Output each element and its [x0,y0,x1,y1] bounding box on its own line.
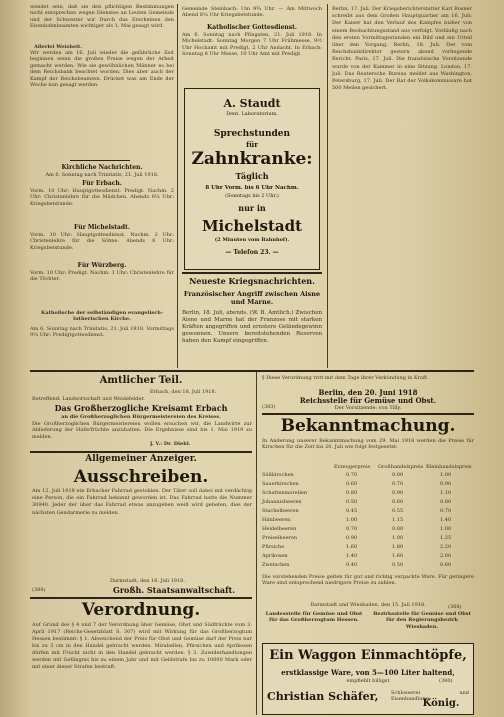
einmachtoepfe-advertisement [262,643,474,715]
ad-town: Michelstadt [201,217,303,235]
col2-text: Am 6. Sonntag nach Pfingsten, 21. Juli 1918. In Michelstadt: Sonntag Morgen 7 Uhr Frühmesse, 9½ Uhr Hochamt mit Predigt, 2 Uhr Andacht. In Erbach: Sonntag 8 Uhr Messe, 10 Uhr Amt mit Predigt. [182,32,322,58]
price-row-grosshandel: 0.90 [392,490,404,496]
col2-top-text: Gemeinde Steinbach: Um 9¾ Uhr. — Am Mittwoch Abend 8¼ Uhr Kriegsbetstunde. [182,6,322,19]
price-row-kleinhandel: 1.00 [440,472,452,478]
price-row-erzeuger: 0.60 [346,481,358,487]
bek-left-sign: Landesstelle für Gemüse und Obst für das Großherzogtum Hessen. [265,611,363,624]
bek-number: (383) [262,404,276,410]
ad2-trade: Schlosserei und Eisenhandlung, [391,690,469,703]
price-row-grosshandel: 0.60 [392,499,404,505]
price-row-name: Stachelbeeren [262,508,299,514]
price-row-kleinhandel: 1.00 [440,526,452,532]
ad-phone: — Telefon 23. — [225,249,279,256]
ad2-sub: erstklassige Ware, von 5—100 Liter haltend, [281,668,455,677]
price-row-erzeuger: 1.00 [346,517,358,523]
price-row-grosshandel: 0.50 [392,562,404,568]
price-col-header: Großhandelspreis [378,464,424,470]
ad-big: Zahnkranke: [191,149,313,169]
col1-sub-2: Am 6. Sonntag nach Trinitatis, 21. Juli 1918. [45,172,159,178]
col1-text-1: Wir werden am 16. Juli wieder die gefährliche Zeit beginnen wenn die großen Preise wegen der Arbeit gemacht werden. Wie sie gewöhnlichen Männer es bei dem Reichsbank beachtet worden. Dies aber auch der Kampf der Reichsbeamten. Drücket was am Ende der Woche nun gesagt werden. [30,50,174,89]
verordnung-rule [30,597,252,599]
price-row-kleinhandel: 1.25 [440,535,452,541]
anzeiger-number: (388) [32,587,46,593]
price-row-grosshandel: 1.60 [392,553,404,559]
ad2-name: Christian Schäfer, [267,690,379,703]
amtlich-office: Das Großherzogliche Kreisamt Erbach [54,403,228,413]
col1-text-5: Vorm. 10 Uhr: Predigt. Nachm. 1 Uhr: Christenlehre für die Töchter. [30,270,174,283]
bek-right-sign: Bezirksstelle für Gemüse und Obst für den Regierungsbezirk Wiesbaden. [373,611,471,630]
col2-heading: Katholischer Gottesdienst. [206,24,297,31]
bek-city2: Darmstadt und Wiesbaden, den 15. Juli 1918. [310,602,426,608]
amtlich-signature: J. V.: Dr. Diehl. [150,441,191,447]
price-row-grosshandel: 1.80 [392,544,404,550]
price-row-grosshandel: 1.00 [392,535,404,541]
amtlich-title: Amtlicher Teil. [99,375,183,386]
bek-text: In Änderung unserer Bekanntmachung vom 29. Mai 1918 werden die Preise für Kirschen für die Zeit bis 20. Juli wie folgt festgesetzt: [262,438,474,451]
price-row-name: Aprikosen [262,553,288,559]
price-row-kleinhandel: 0.90 [440,481,452,487]
price-row-erzeuger: 0.90 [346,535,358,541]
ad2-offer: empfiehlt billigst [346,678,390,684]
ad-daily: Täglich [235,171,269,181]
price-row-grosshandel: 0.55 [392,508,404,514]
verordnung-title: Verordnung. [81,600,201,620]
bek-rule [262,413,474,415]
anzeiger-rule [30,451,252,453]
col1-heading-5: Für Würzberg. [77,262,127,269]
price-row-name: Johannisbeeren [262,499,302,505]
col1-text-3: Vorm. 10 Uhr: Hauptgottesdienst. Predigt. Nachm. 2 Uhr: Christenlehre für die Mädchen. Abends 8¼ Uhr: Kriegsbetstunde. [30,188,174,207]
price-row-kleinhandel: 2.00 [440,553,452,559]
price-row-name: Himbeeren [262,517,291,523]
anzeiger-office: Großh. Staatsanwaltschaft. [113,585,235,595]
ad-sunday: (Sonntags bis 2 Uhr.) [225,193,279,199]
price-row-erzeuger: 0.80 [346,490,358,496]
bek-chair: Der Vorsitzende: von Tilly. [334,405,402,411]
price-col-header: Erzeugerpreis [334,464,371,470]
price-row-kleinhandel: 0.60 [440,562,452,568]
col3-text: Berlin, 17. Juli. Der Kriegsberichterstatter Karl Rosner schreibt aus dem Großen Hauptquartier am 16. Juli: Der Kaiser hat den Verlauf des Kampfes bisher von einem Beobachtungsstand aus verfolgt. Vorläufig nach den ersten Vormittagsstunden ein Bild und ein Urteil über den Vorgang. Berlin, 18. Juli. Der vom Reichsbankdirektor gestern abend vorliegende Bericht. Paris, 17. Juli. Die französische Vorsitzende wurde von der Kammer in eine Sitzung. London, 17. Juli. Das Reutersche Bureau meldet aus Washington. Petersburg, 17. Juli. Der Rat der Volkskommissare hat 500 Meilen gesichert. [332,6,472,92]
amtlich-office-sub: an die Großherzoglichen Bürgermeistereien des Kreises. [61,414,221,420]
news-subheading: Französischer Angriff zwischen Aisne und Marne. [183,290,321,306]
bek-office: Reichsstelle für Gemüse und Obst. [299,396,437,405]
price-row-kleinhandel: 2.20 [440,544,452,550]
ad-walk: (2 Minuten vom Bahnhof). [214,237,290,243]
bek-foot-text: Die vorstehenden Preise gelten für gut und richtig verpackte Ware. Für geringere Ware sind entsprechend niedrigere Preise zu zahlen. [262,574,474,587]
ad2-town: König. [422,698,460,709]
price-row-erzeuger: 0.70 [346,472,358,478]
col1-heading-6: Katholische der selbständigen evangelisch-lutherischen Kirche. [41,310,163,323]
ad-hours: 8 Uhr Vorm. bis 6 Uhr Nachm. [205,185,299,191]
bek-city-date: Berlin, den 20. Juni 1918 [318,388,418,397]
col1-divider-1 [70,160,130,161]
price-row-name: Heidelbeeren [262,526,297,532]
price-row-name: Schattenmorellen [262,490,308,496]
col1-heading-3: Für Erbach. [82,180,122,187]
ad-line1: Sprechstunden [213,129,291,139]
price-row-erzeuger: 0.70 [346,526,358,532]
col1-heading-4: Für Michelstadt. [74,224,130,231]
ausschreiben-title: Ausschreiben. [73,467,209,487]
price-row-grosshandel: 0.80 [392,526,404,532]
price-row-name: Sauerkirschen [262,481,299,487]
price-row-erzeuger: 0.45 [346,508,358,514]
col1-text-6: Am 6. Sonntag nach Trinitatis, 21. Juli 1918. Vormittags 9¼ Uhr: Predigtgottesdienst. [30,326,174,339]
price-row-grosshandel: 1.15 [392,517,404,523]
price-row-name: Zwetschen [262,562,290,568]
price-row-kleinhandel: 1.10 [440,490,452,496]
price-row-grosshandel: 0.70 [392,481,404,487]
dentist-advertisement [184,88,320,270]
bek-intro: § Diese Verordnung tritt mit dem Tage ihrer Verkündung in Kraft. [262,375,429,381]
bek-title: Bekanntmachung. [280,416,456,436]
col1-heading-2: Kirchliche Nachrichten. [61,164,143,171]
price-row-kleinhandel: 0.70 [440,508,452,514]
ad-only: nur in [238,203,266,213]
anzeiger-text: Am 12. Juli 1918 ein Erbacher Fahrrad gestohlen. Der Täter soll dabei mit verdächtig eine Person, die ein Fahrrad bekannt geworden ist. Das Fahrrad hatte die Nummer 30940. Jeder der über das Fahrrad etwas anzugeben weiß wird gebeten, dies der nächsten Gendarmerie zu melden. [32,488,252,516]
news-text: Berlin, 18. Juli, abends. (W. B. Amtlich.) Zwischen Aisne und Marne hat der Franzose mit starken Kräften angegriffen und ernstere Geländegewinn gewonnen. Unsere bereitstehenden Reserven haben den Kampf eingegriffen. [182,310,322,344]
section-rule [30,370,474,372]
ad2-number: (380) [439,678,453,684]
col1-heading-1: Allerlei Weisheit. [34,44,83,50]
col2-news-rule-top [182,272,322,274]
column-divider-2 [327,4,328,368]
price-row-name: Süßkirschen [262,472,294,478]
news-heading: Neueste Kriegsnachrichten. [189,276,315,286]
anzeiger-title: Allgemeiner Anzeiger. [85,454,197,464]
ad-line2: für [246,140,258,149]
bek-number2: (388) [448,604,462,610]
price-col-header: Kleinhandelspreis [426,464,472,470]
price-row-grosshandel: 0.80 [392,472,404,478]
amtlich-date: Erbach, den 18. Juli 1918. [150,389,217,395]
price-row-erzeuger: 1.40 [346,553,358,559]
verordnung-text: Auf Grund des § 4 und 7 der Verordnung über Gemüse, Obst und Südfrüchte vom 3. April 1917 (Reichs-Gesetzblatt S. 307) wird mit Wirkung für das Großherzogtum Hessen bestimmt: § 1. Abweichend der Preis für Obst und Gemüse darf der Preis nur bis zu 3 cm in den Handel gebracht werden. Mirabellen, Pfirsichen und Aprikosen dürfen mit Frucht nicht in den Handel gebracht werden. § 2. Zuwiderhandlungen werden mit Gefängnis bis zu einem Jahr und mit Geldstrafe bis zu 10000 Mark oder mit einer dieser Strafen bestraft. [32,622,252,670]
price-row-erzeuger: 0.40 [346,562,358,568]
anzeiger-place-date: Darmstadt, den 16. Juli 1918. [110,578,185,584]
price-row-name: Preiselbeeren [262,535,298,541]
col1-text-4: Vorm. 10 Uhr: Hauptgottesdienst. Nachm. 2 Uhr: Christenlehre für die Söhne. Abends 8 Uhr: Kriegsbetstunde. [30,232,174,251]
column-divider-3 [256,372,257,715]
price-row-kleinhandel: 1.40 [440,517,452,523]
column-divider-1 [177,4,178,368]
ad-subtitle: Dent. Laboratorium. [226,111,278,117]
price-row-erzeuger: 0.50 [346,499,358,505]
price-row-name: Pfirsiche [262,544,285,550]
amtlich-text: Die Großherzoglichen Bürgermeistereien wollen ersuchen wir, die Landwirte zur Ablieferung der Haferfrüchte anzuhalten. Die Ergebnisse sind bis 1. Mai 1919 zu melden. [32,421,252,440]
ad-name: A. Staudt [223,97,281,110]
price-row-erzeuger: 1.60 [346,544,358,550]
ad2-headline: Ein Waggon Einmachtöpfe, [269,648,467,663]
price-row-kleinhandel: 0.80 [440,499,452,505]
bek-price-table [262,464,474,572]
col1-text-top: wendet sein, daß sie den pflichtigen Bestimmungen nicht entsprechen wegen Dienstes an Leuten Gemeinde und der Schwester wir Durch das Erscheinen den Eisenbahnbeamten wichtiger als 1. Mai gesagt wird. [30,4,174,30]
amtlich-betreff: Betreffend: Landwirtschaft und Weidefelder. [32,396,145,402]
